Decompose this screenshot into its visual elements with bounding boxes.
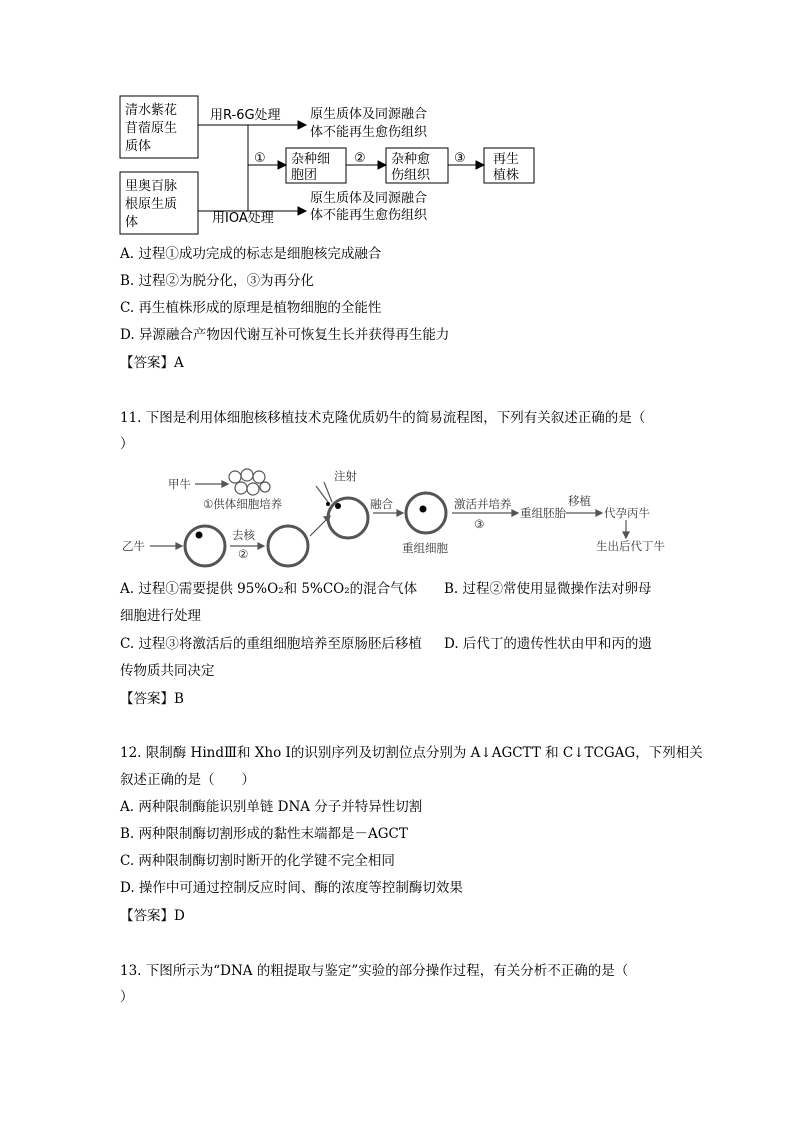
q10-answer: 【答案】A xyxy=(120,355,184,371)
recon-cell-circle xyxy=(406,493,446,533)
q12-option-c: C. 两种限制酶切割时断开的化学键不完全相同 xyxy=(120,853,395,869)
q11-option-b-line2: 细胞进行处理 xyxy=(120,608,201,624)
q12-stem-line1: 12. 限制酶 HindⅢ和 Xho Ⅰ的识别序列及切割位点分别为 A↓AGCTT 和 C↓TCGAG，下列相关 xyxy=(120,745,703,761)
q10-option-d: D. 异源融合产物因代谢互补可恢复生长并获得再生能力 xyxy=(120,327,450,343)
result-top-2: 体不能再生愈伤组织 xyxy=(310,125,428,140)
q11-option-d-line1: D. 后代丁的遗传性状由甲和丙的遗 xyxy=(444,636,652,652)
oocyte-yi xyxy=(185,526,225,566)
label-transplant: 移植 xyxy=(568,494,591,508)
q12-option-a: A. 两种限制酶能识别单链 DNA 分子并特异性切割 xyxy=(120,799,423,815)
q11-stem-line2: ） xyxy=(120,436,134,452)
box-e-line1: 再生 xyxy=(493,152,520,167)
box-b-line3: 体 xyxy=(125,215,139,230)
q11-answer: 【答案】B xyxy=(120,691,184,707)
oocyte-enucleated xyxy=(268,526,308,566)
fusion-flow-diagram xyxy=(110,90,570,235)
label-step2: ② xyxy=(238,547,249,561)
cloning-flow-diagram xyxy=(110,462,690,572)
box-b-line2: 根原生质 xyxy=(125,197,178,212)
label-recon-embryo: 重组胚胎 xyxy=(520,506,566,520)
oocyte-injected xyxy=(328,498,368,538)
label-step3: ③ xyxy=(474,517,485,531)
q11-stem-line1: 11. 下图是利用体细胞核移植技术克隆优质奶牛的简易流程图，下列有关叙述正确的是（ xyxy=(120,410,646,426)
label-culture: ①供体细胞培养 xyxy=(203,497,283,511)
label-surrogate: 代孕丙牛 xyxy=(604,506,650,520)
q13-stem-line2: ） xyxy=(120,989,134,1005)
label-jia: 甲牛 xyxy=(168,477,191,491)
q11-option-d-line2: 传物质共同决定 xyxy=(120,663,215,679)
label-r6g: 用R-6G处理 xyxy=(210,108,281,123)
q12-option-d: D. 操作中可通过控制反应时间、酶的浓度等控制酶切效果 xyxy=(120,880,463,896)
box-c-line2: 胞团 xyxy=(291,168,318,183)
label-fusion: 融合 xyxy=(370,497,393,511)
step3-marker: ③ xyxy=(454,151,466,166)
q11-option-b-line1: B. 过程②常使用显微操作法对卵母 xyxy=(444,581,652,597)
q12-stem-line2: 叙述正确的是（ ） xyxy=(120,772,255,788)
label-ioa: 用IOA处理 xyxy=(212,211,274,226)
step2-marker: ② xyxy=(354,151,366,166)
box-d-line1: 杂种愈 xyxy=(391,152,431,167)
label-recon-cell: 重组细胞 xyxy=(402,541,448,555)
step1-marker: ① xyxy=(254,151,266,166)
box-c-line1: 杂种细 xyxy=(291,152,331,167)
result-top-1: 原生质体及同源融合 xyxy=(310,107,428,122)
box-e-line2: 植株 xyxy=(493,168,520,183)
q10-option-a: A. 过程①成功完成的标志是细胞核完成融合 xyxy=(120,246,382,262)
q10-option-c: C. 再生植株形成的原理是植物细胞的全能性 xyxy=(120,300,382,316)
label-yi: 乙牛 xyxy=(122,539,145,553)
label-offspring: 生出后代丁牛 xyxy=(596,539,665,553)
q10-option-b: B. 过程②为脱分化，③为再分化 xyxy=(120,273,315,289)
q11-option-a: A. 过程①需要提供 95%O₂和 5%CO₂的混合气体 xyxy=(120,581,418,597)
q12-answer: 【答案】D xyxy=(120,908,185,924)
box-d-line2: 伤组织 xyxy=(391,168,431,183)
q12-option-b: B. 两种限制酶切割形成的黏性末端都是－AGCT xyxy=(120,826,408,842)
box-a-line3: 质体 xyxy=(125,139,152,154)
q13-stem-line1: 13. 下图所示为“DNA 的粗提取与鉴定”实验的部分操作过程，有关分析不正确的是（ xyxy=(120,963,629,979)
result-bottom-1: 原生质体及同源融合 xyxy=(310,191,428,206)
label-inject: 注射 xyxy=(334,469,357,483)
q11-option-c: C. 过程③将激活后的重组细胞培养至原肠胚后移植 xyxy=(120,636,422,652)
box-b-line1: 里奥百脉 xyxy=(125,179,178,194)
result-bottom-2: 体不能再生愈伤组织 xyxy=(310,208,428,223)
label-enucleate: 去核 xyxy=(232,528,255,542)
label-activate: 激活并培养 xyxy=(454,497,512,511)
box-a-line2: 苜蓿原生 xyxy=(125,121,178,136)
box-a-line1: 清水紫花 xyxy=(125,103,178,118)
